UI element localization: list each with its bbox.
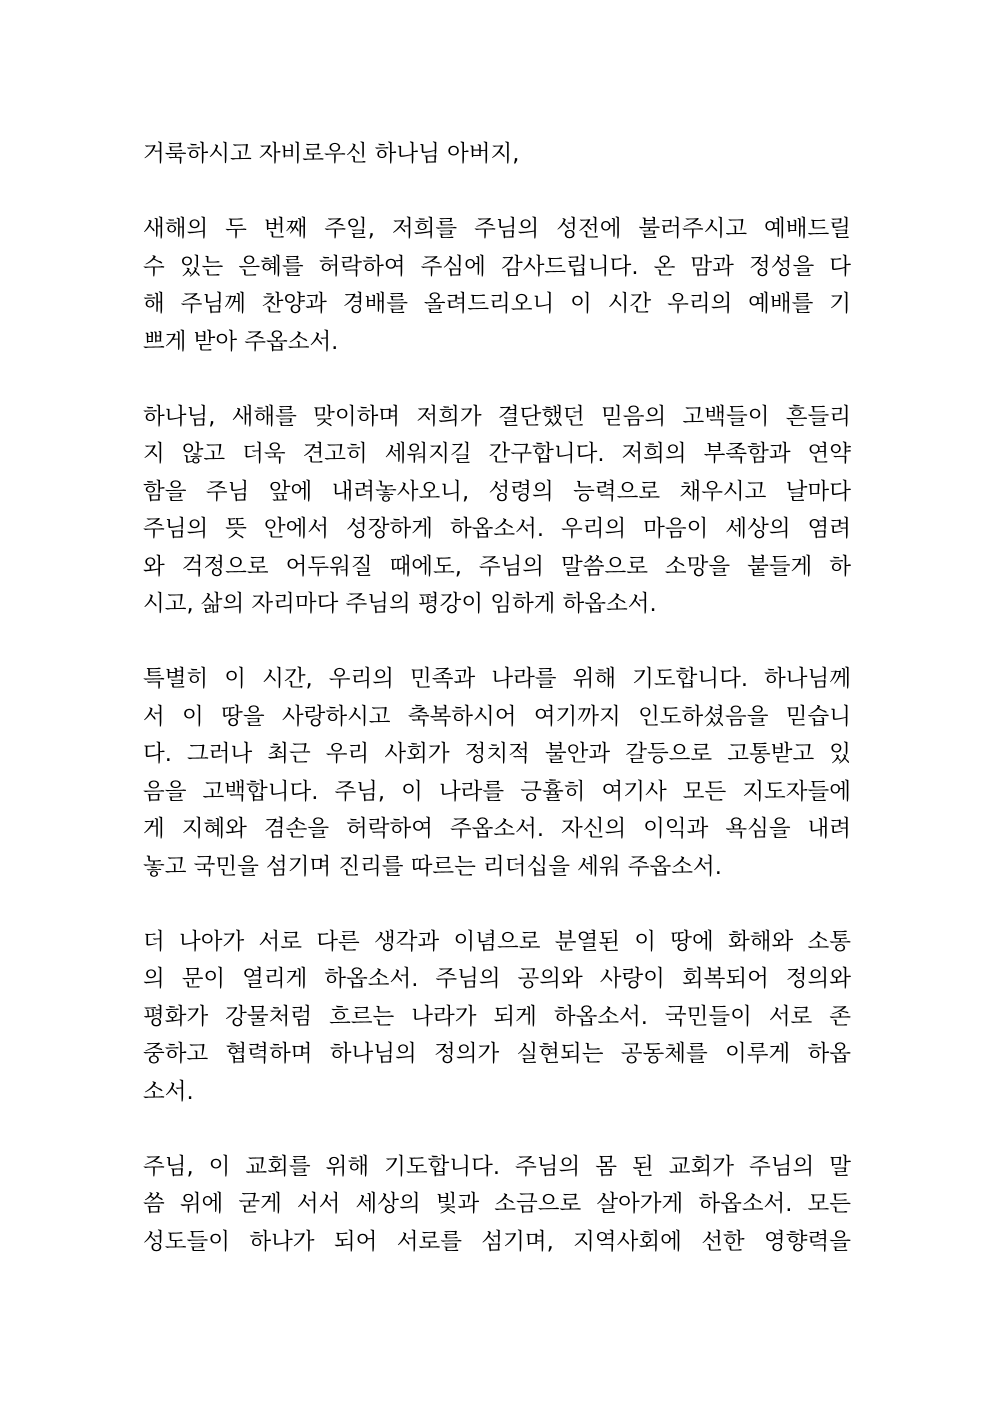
text-line: 평화가 강물처럼 흐르는 나라가 되게 하옵소서. 국민들이 서로 존 — [143, 1003, 851, 1030]
text-line: 하나님, 새해를 맞이하며 저희가 결단했던 믿음의 고백들이 흔들리 — [143, 403, 851, 430]
paragraph-4 — [143, 661, 851, 886]
text-line: 게 지혜와 겸손을 허락하여 주옵소서. 자신의 이익과 욕심을 내려 — [143, 816, 851, 842]
text-line: 다. 그러나 최근 우리 사회가 정치적 불안과 갈등으로 고통받고 있 — [143, 741, 851, 767]
text-line: 수 있는 은혜를 허락하여 주심에 감사드립니다. 온 맘과 정성을 다 — [143, 253, 851, 280]
text-line: 주님의 뜻 안에서 성장하게 하옵소서. 우리의 마음이 세상의 염려 — [143, 516, 851, 542]
paragraph-3 — [143, 399, 851, 624]
text-line: 성도들이 하나가 되어 서로를 섬기며, 지역사회에 선한 영향력을 — [143, 1228, 851, 1255]
text-line: 더 나아가 서로 다른 생각과 이념으로 분열된 이 땅에 화해와 소통 — [143, 928, 851, 955]
text-line: 새해의 두 번째 주일, 저희를 주님의 성전에 불러주시고 예배드릴 — [143, 216, 851, 242]
paragraph-6 — [143, 1149, 851, 1262]
text-line: 특별히 이 시간, 우리의 민족과 나라를 위해 기도합니다. 하나님께 — [143, 666, 851, 692]
text-line: 해 주님께 찬양과 경배를 올려드리오니 이 시간 우리의 예배를 기 — [143, 291, 851, 317]
text-line: 소서. — [143, 1078, 194, 1105]
paragraph-5 — [143, 924, 851, 1112]
text-line: 지 않고 더욱 견고히 세워지길 간구합니다. 저희의 부족함과 연약 — [143, 441, 851, 467]
paragraph-2 — [143, 211, 851, 361]
text-line: 거룩하시고 자비로우신 하나님 아버지, — [143, 141, 520, 167]
text-line: 의 문이 열리게 하옵소서. 주님의 공의와 사랑이 회복되어 정의와 — [143, 966, 851, 992]
text-line: 서 이 땅을 사랑하시고 축복하시어 여기까지 인도하셨음을 믿습니 — [143, 703, 851, 730]
text-line: 쁘게 받아 주옵소서. — [143, 328, 339, 355]
text-line: 시고, 삶의 자리마다 주님의 평강이 임하게 하옵소서. — [143, 591, 657, 617]
text-line: 음을 고백합니다. 주님, 이 나라를 긍휼히 여기사 모든 지도자들에 — [143, 778, 851, 805]
paragraph-1 — [143, 136, 851, 174]
text-line: 씀 위에 굳게 서서 세상의 빛과 소금으로 살아가게 하옵소서. 모든 — [143, 1191, 851, 1217]
text-line: 중하고 협력하며 하나님의 정의가 실현되는 공동체를 이루게 하옵 — [143, 1041, 851, 1067]
text-line: 함을 주님 앞에 내려놓사오니, 성령의 능력으로 채우시고 날마다 — [143, 478, 851, 505]
prayer-text — [143, 136, 851, 1261]
text-line: 주님, 이 교회를 위해 기도합니다. 주님의 몸 된 교회가 주님의 말 — [143, 1153, 851, 1180]
text-line: 와 걱정으로 어두워질 때에도, 주님의 말씀으로 소망을 붙들게 하 — [143, 553, 851, 580]
text-line: 놓고 국민을 섬기며 진리를 따르는 리더십을 세워 주옵소서. — [143, 853, 722, 880]
